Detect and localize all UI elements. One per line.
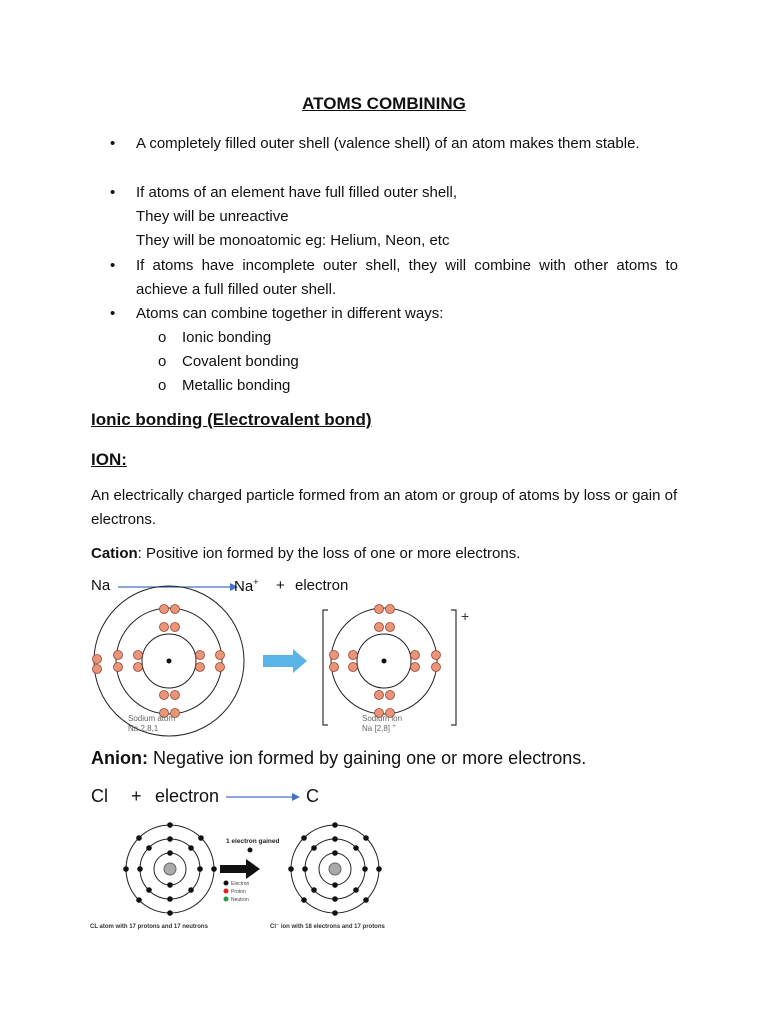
gained-electron	[248, 848, 253, 853]
bullet-icon: •	[110, 305, 116, 322]
sodium-ion	[323, 605, 456, 726]
fat-arrow-icon	[263, 649, 307, 673]
legend	[224, 881, 250, 904]
anion-label: Anion:	[91, 748, 148, 768]
bullet-text: They will be unreactive	[136, 208, 289, 225]
anion-reaction-arrow-icon	[226, 790, 300, 804]
equation-left: Na	[91, 577, 111, 594]
anion-equation-reactant: electron	[155, 786, 220, 806]
circle-bullet-icon: o	[158, 329, 167, 346]
chloride-ion	[288, 822, 382, 916]
list-item	[110, 181, 678, 253]
cation-label: Cation	[91, 545, 138, 562]
sub-list-item: o Ionic bonding	[158, 326, 271, 350]
list-item	[110, 132, 678, 156]
circle-bullet-icon: o	[158, 353, 167, 370]
sodium-atom-config: Na 2,8,1	[128, 724, 159, 733]
positive-charge: +	[461, 608, 470, 624]
sodium-atom-caption: Sodium atom	[128, 714, 176, 723]
ion-heading: ION:	[91, 450, 127, 469]
list-item	[110, 302, 678, 326]
bullet-icon: •	[110, 257, 116, 274]
equation-right: Na+	[234, 577, 259, 595]
circle-bullet-icon: o	[158, 377, 167, 394]
sodium-ion-config: Na [2,8] +	[362, 724, 396, 733]
svg-text:Electron: Electron	[231, 881, 250, 887]
bullet-icon: •	[110, 184, 116, 201]
chlorine-ionization-diagram	[88, 825, 428, 935]
equation-plus: +	[276, 577, 285, 594]
equation-product: electron	[295, 577, 349, 594]
sodium-ion-caption: Sodium ion	[362, 714, 403, 723]
bullet-text: If atoms of an element have full filled outer shell,	[136, 184, 458, 201]
bullet-text: If atoms have incomplete outer shell, they will combine with other atoms to achieve a full filled outer shell.	[136, 257, 678, 298]
cation-definition: Cation: Positive ion formed by the loss of one or more electrons.	[91, 545, 521, 562]
anion-equation-left: Cl	[91, 786, 108, 806]
ion-definition: An electrically charged particle formed from an atom or group of atoms by loss or gain of electrons.	[91, 487, 678, 528]
anion-equation-plus: +	[131, 786, 142, 806]
bullet-text: Atoms can combine together in different ways:	[136, 305, 444, 322]
chlorine-atom-caption: CL atom with 17 protons and 17 neutrons	[90, 924, 208, 930]
page-title: ATOMS COMBINING	[302, 94, 466, 113]
black-arrow-icon	[220, 859, 260, 879]
svg-text:Neutron: Neutron	[231, 897, 249, 903]
sub-list-item: o Covalent bonding	[158, 350, 299, 374]
anion-definition: Anion: Negative ion formed by gaining one or more electrons.	[91, 748, 587, 768]
list-item	[110, 254, 678, 302]
electron-gained-label: 1 electron gained	[226, 838, 280, 845]
bullet-text: A completely filled outer shell (valence shell) of an atom makes them stable.	[136, 135, 640, 152]
sodium-ionization-diagram	[88, 605, 478, 740]
chloride-ion-caption: Cl⁻ ion with 18 electrons and 17 protons	[270, 924, 385, 930]
bullet-icon: •	[110, 135, 116, 152]
sub-list-item: o Metallic bonding	[158, 374, 290, 398]
bullet-text: They will be monoatomic eg: Helium, Neon, etc	[136, 232, 450, 249]
chlorine-atom	[123, 822, 217, 916]
section-heading: Ionic bonding (Electrovalent bond)	[91, 410, 372, 429]
svg-text:Proton: Proton	[231, 889, 246, 895]
anion-equation-right: C	[306, 786, 319, 806]
